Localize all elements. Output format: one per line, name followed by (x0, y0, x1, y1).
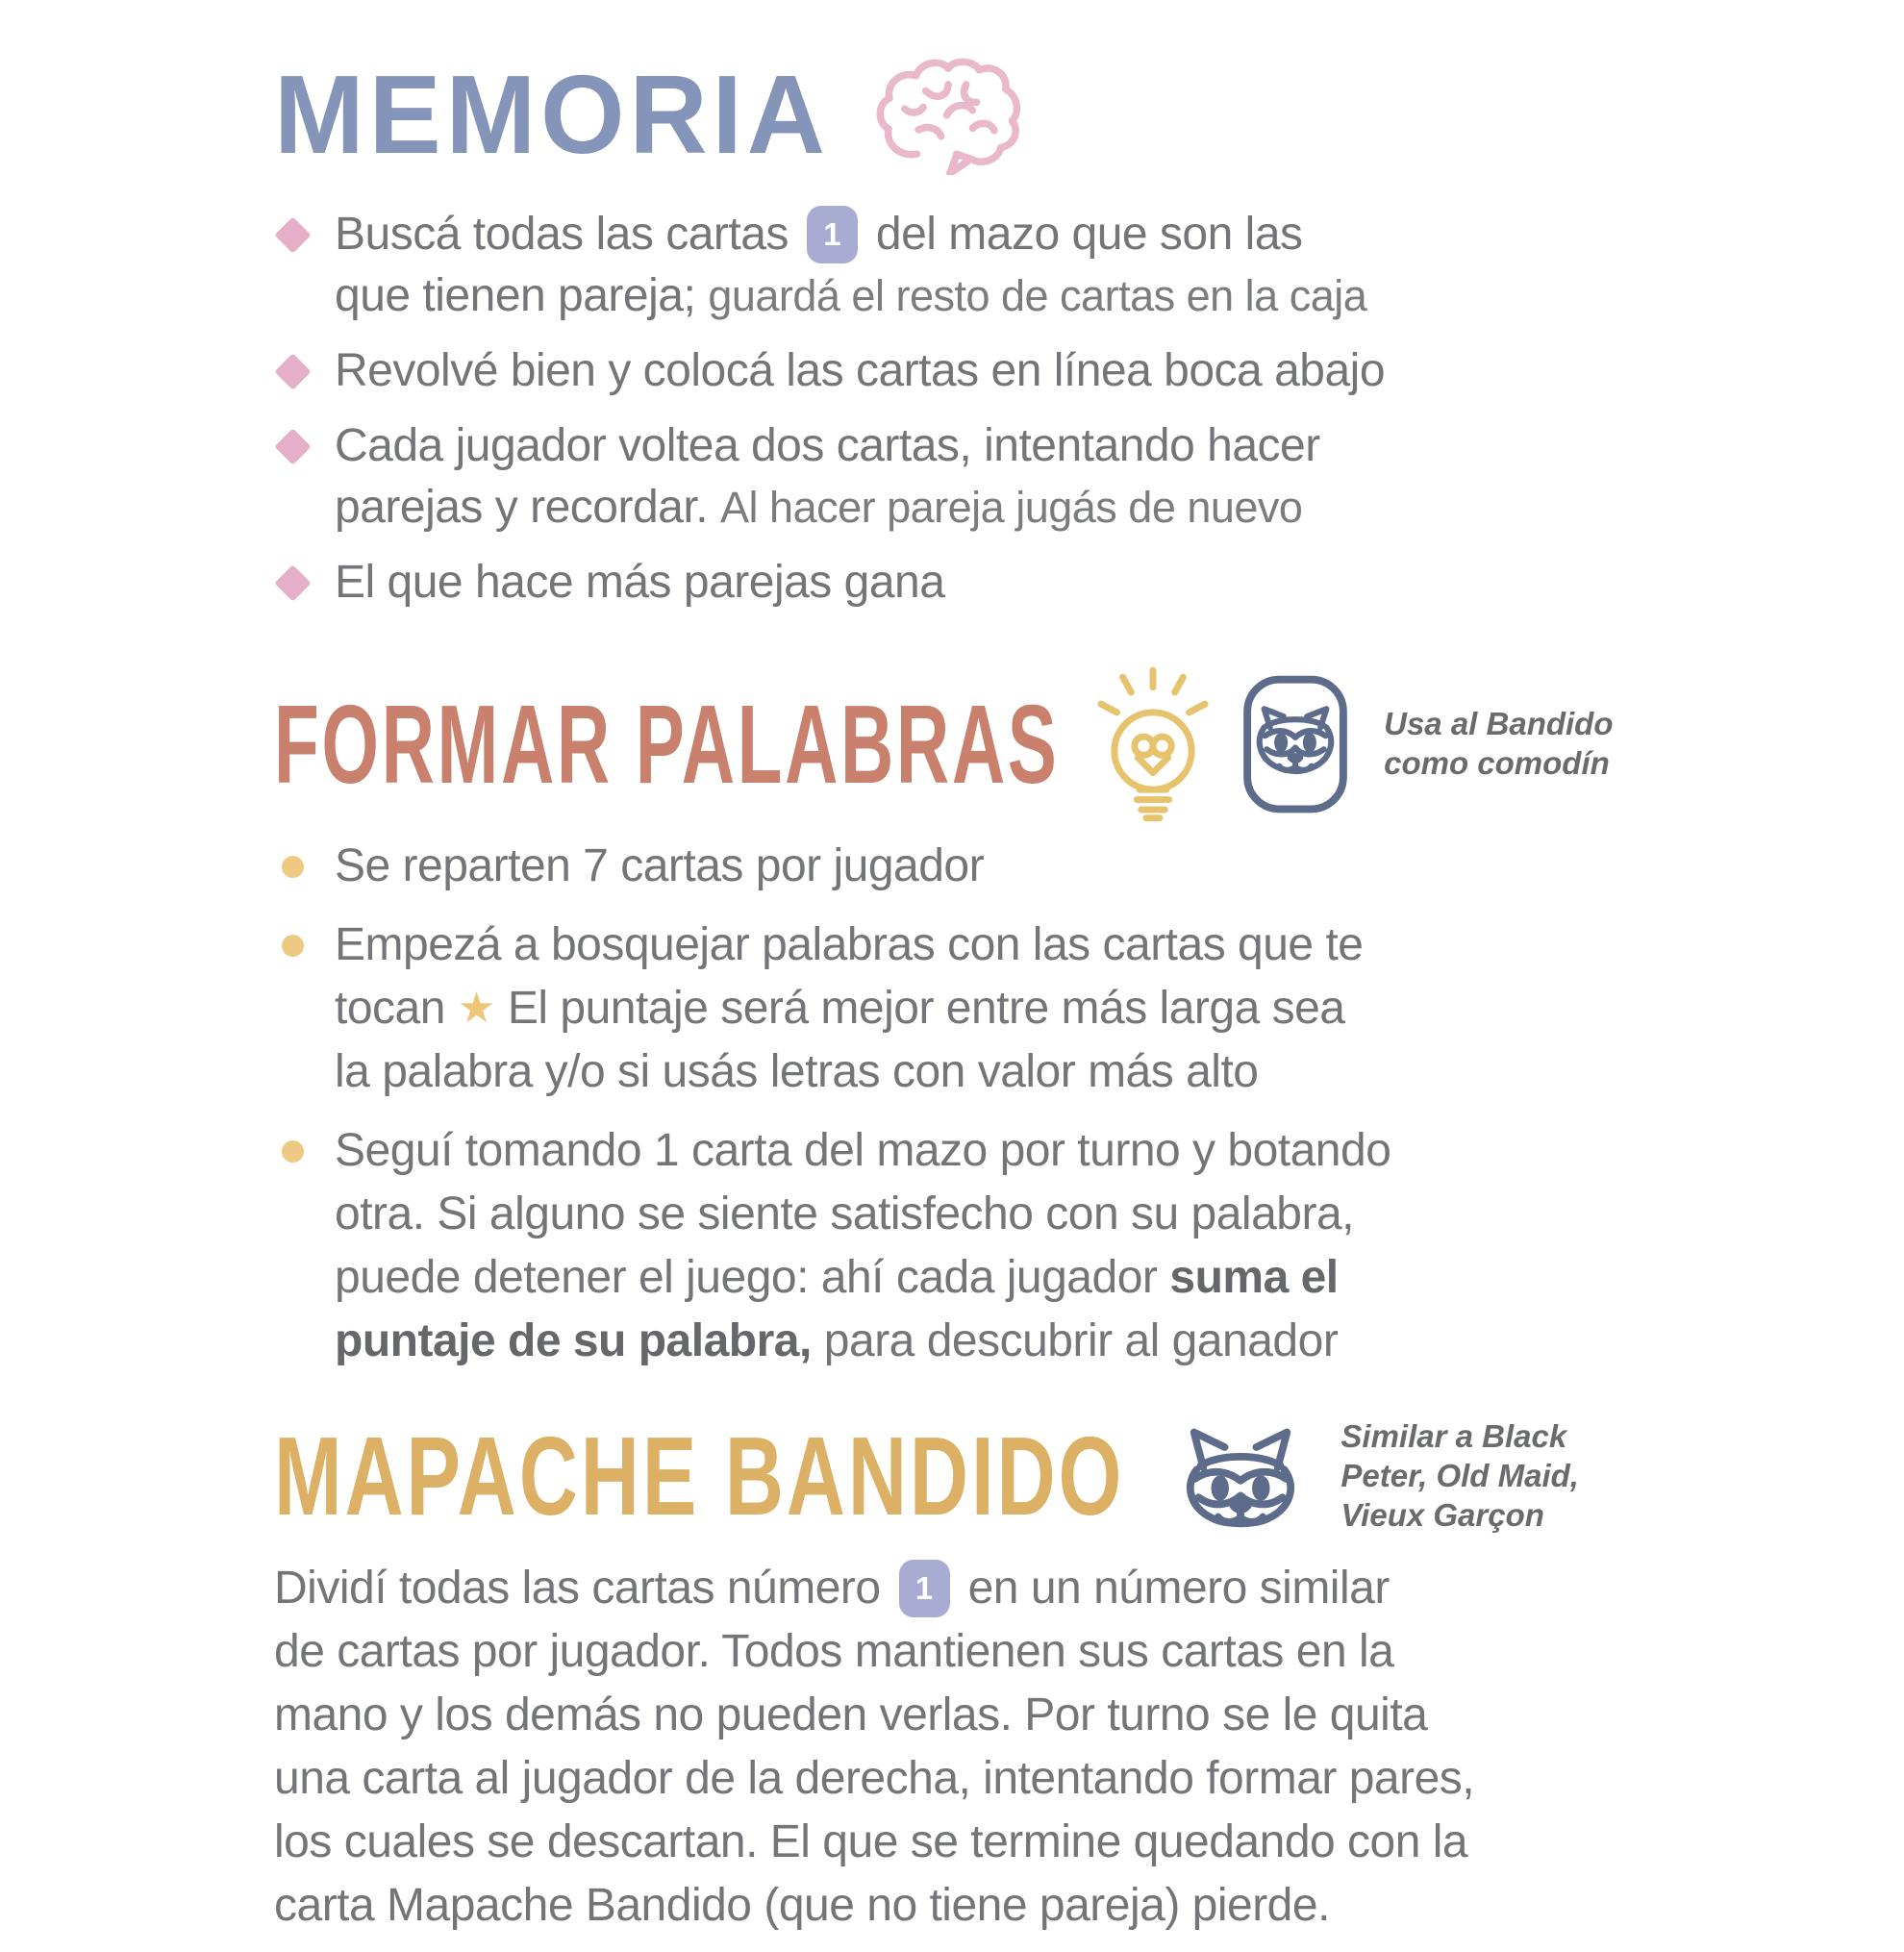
text-segment: Revolvé bien y colocá las cartas en línea boca abajo (335, 345, 1386, 396)
list-item (274, 204, 1904, 327)
text-segment-bold: suma el (1169, 1252, 1339, 1303)
section-memoria (274, 54, 1904, 613)
text-segment: Empezá a bosquejar palabras con las cartas que te (335, 919, 1364, 970)
star-icon: ★ (457, 985, 495, 1032)
memoria-header (274, 54, 1904, 175)
text-segment: parejas y recordar. (335, 482, 709, 533)
mapache-header (274, 1414, 1904, 1539)
text-segment: de cartas por jugador. Todos mantienen sus cartas en la (274, 1625, 1394, 1677)
card-1-badge: 1 (899, 1560, 950, 1617)
text-segment: una carta al jugador de la derecha, intentando formar pares, (274, 1752, 1475, 1804)
text-segment: El puntaje será mejor entre más larga sea (507, 983, 1345, 1034)
text-segment: mano y los demás no pueden verlas. Por turno se le quita (274, 1689, 1428, 1740)
text-segment: Se reparten 7 cartas por jugador (335, 840, 985, 891)
mapache-title: MAPACHE BANDIDO (274, 1414, 1125, 1539)
text-segment: Seguí tomando 1 carta del mazo por turno y botando (335, 1125, 1391, 1176)
list-item (274, 1119, 1904, 1373)
text-segment: El que hace más parejas gana (335, 557, 945, 608)
formar-bullet-list (274, 835, 1904, 1373)
mapache-paragraph (274, 1557, 1904, 1938)
text-segment: que tienen pareja; (335, 270, 696, 321)
text-segment: en un número similar (967, 1562, 1390, 1614)
text-segment: los cuales se descartan. El que se termine quedando con la (274, 1815, 1468, 1867)
text-segment: otra. Si alguno se siente satisfecho con su palabra, (335, 1189, 1354, 1239)
circle-bullet-icon (282, 935, 304, 957)
card-1-badge: 1 (807, 206, 858, 263)
text-segment: la palabra y/o si usás letras con valor más alto (335, 1046, 1259, 1097)
text-segment: Dividí todas las cartas número (274, 1562, 881, 1614)
formar-title: FORMAR PALABRAS (274, 682, 1060, 807)
diamond-bullet-icon (274, 353, 311, 389)
caption-line: Usa al Bandido (1384, 706, 1614, 742)
formar-caption (1384, 705, 1613, 784)
text-segment: carta Mapache Bandido (que no tiene pareja) pierde. (274, 1879, 1330, 1931)
text-segment: tocan (335, 983, 445, 1034)
text-segment: del mazo que son las (875, 209, 1303, 260)
section-formar-palabras (274, 665, 1904, 1373)
circle-bullet-icon (282, 856, 304, 878)
section-mapache-bandido (274, 1414, 1904, 1938)
caption-line: Peter, Old Maid, (1340, 1457, 1579, 1493)
circle-bullet-icon (282, 1140, 304, 1163)
list-item (274, 415, 1904, 538)
memoria-title: MEMORIA (274, 52, 830, 177)
caption-line: Similar a Black (1340, 1418, 1567, 1454)
diamond-bullet-icon (274, 564, 311, 601)
list-item (274, 835, 1904, 898)
list-item (274, 913, 1904, 1104)
lightbulb-icon (1086, 665, 1220, 823)
text-segment: Al hacer pareja jugás de nuevo (720, 483, 1303, 532)
diamond-bullet-icon (274, 216, 311, 253)
diamond-bullet-icon (274, 428, 311, 464)
raccoon-icon (1175, 1419, 1306, 1533)
brain-icon (872, 54, 1026, 175)
mapache-caption (1340, 1417, 1579, 1536)
caption-line: Vieux Garçon (1340, 1496, 1544, 1533)
list-item (274, 552, 1904, 613)
text-segment: puede detener el juego: ahí cada jugador (335, 1252, 1158, 1303)
caption-line: como comodín (1384, 745, 1610, 781)
bandido-card-icon (1241, 673, 1349, 815)
text-segment-bold: puntaje de su palabra, (335, 1315, 812, 1366)
text-segment: para descubrir al ganador (823, 1315, 1339, 1366)
memoria-bullet-list (274, 204, 1904, 613)
list-item (274, 340, 1904, 402)
text-segment: Cada jugador voltea dos cartas, intentando hacer (335, 420, 1320, 471)
formar-header (274, 665, 1904, 823)
text-segment: Buscá todas las cartas (335, 209, 789, 260)
text-segment: guardá el resto de cartas en la caja (708, 271, 1367, 320)
